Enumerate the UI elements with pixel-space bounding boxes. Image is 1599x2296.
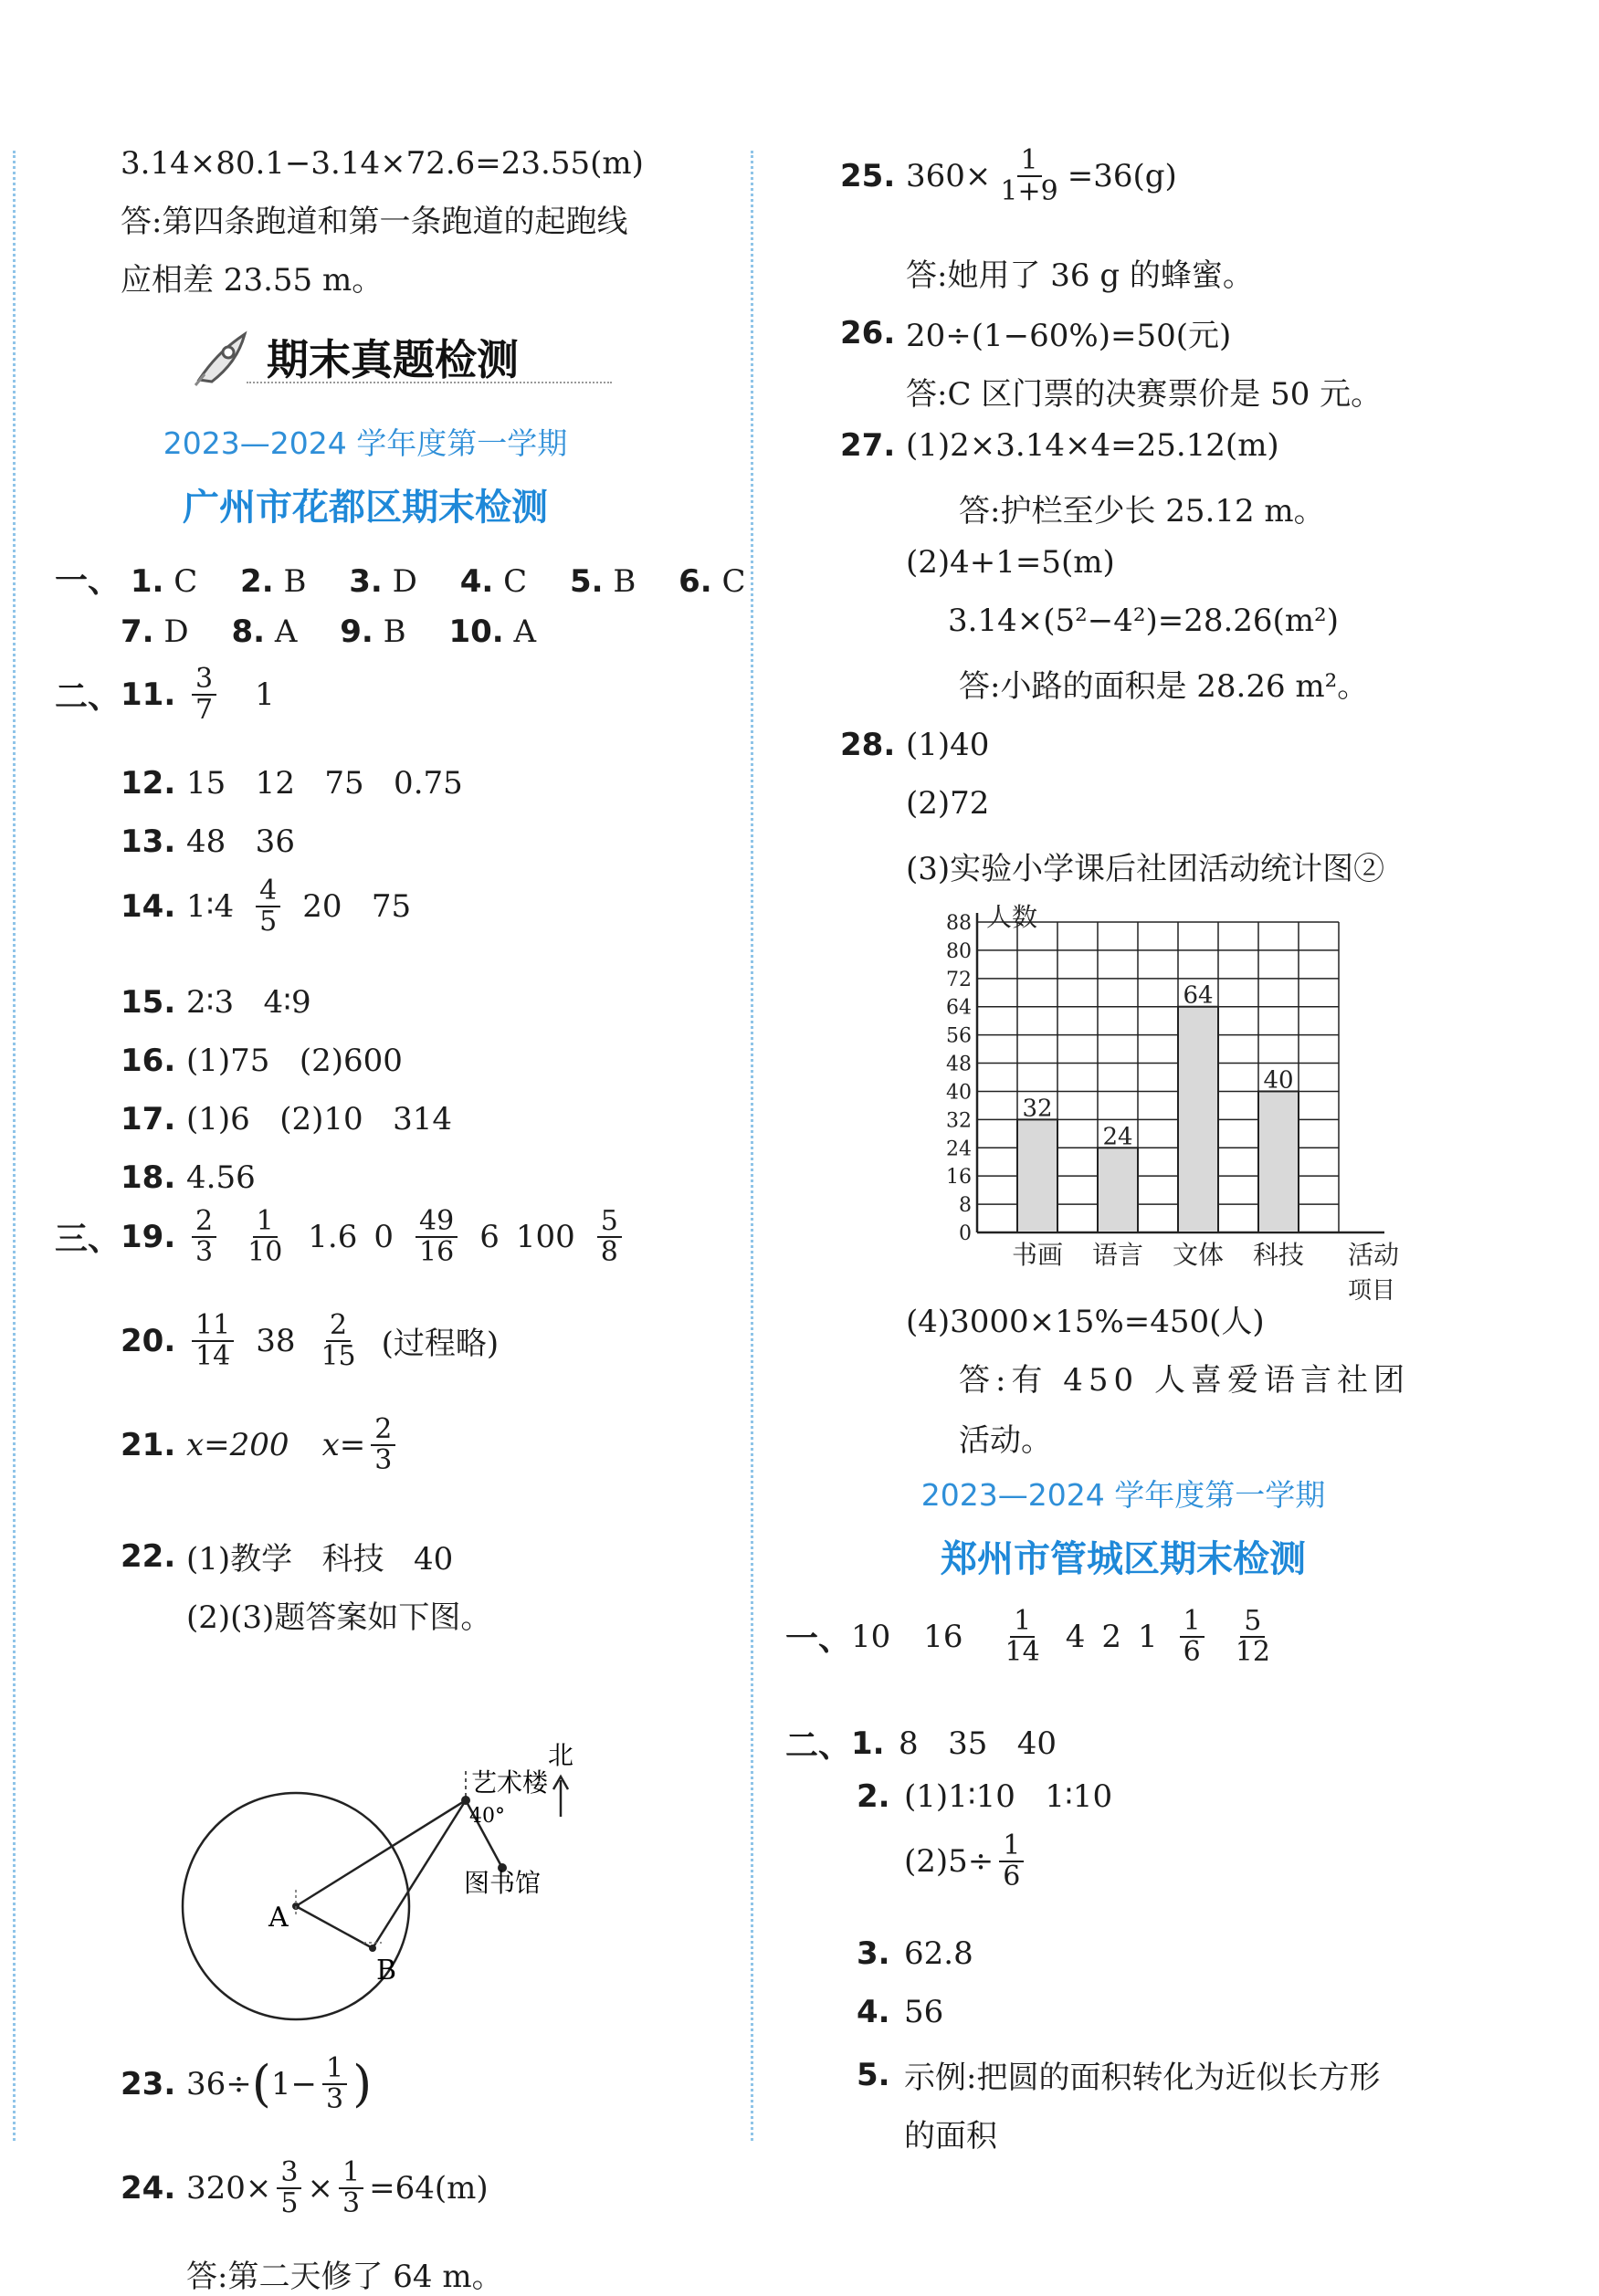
bar-value-label: 32 <box>1022 1095 1053 1123</box>
q-num: 14. <box>121 887 176 925</box>
x-axis-label: 项目 <box>1348 1277 1396 1305</box>
y-tick-label: 48 <box>946 1053 972 1076</box>
prev-answer-line-2: 答:第四条跑道和第一条跑道的起跑线 <box>121 204 628 240</box>
q-num: 1. <box>851 1725 885 1762</box>
q26-answer: 答:C 区门票的决赛票价是 50 元。 <box>906 376 1383 413</box>
q-num: 20. <box>121 1322 176 1359</box>
q-answer: (1)2×3.14×4=25.12(m) <box>906 427 1279 464</box>
q-answer: 56 <box>904 1994 944 2030</box>
fraction <box>192 1311 234 1370</box>
segment-a-art <box>296 1800 466 1906</box>
q13 <box>121 823 295 860</box>
q28-part3: (3)实验小学课后社团活动统计图② <box>906 851 1385 887</box>
q-answer: 20 75 <box>302 887 412 925</box>
paren-open: ( <box>251 2055 271 2113</box>
fraction <box>244 1207 286 1266</box>
denominator: 3 <box>195 1235 214 1268</box>
q-answer: 16 <box>923 1618 963 1655</box>
q-num: 19. <box>121 1218 176 1255</box>
bar-value-label: 64 <box>1183 981 1214 1010</box>
q-answer: x= <box>321 1426 366 1463</box>
q-num: 2. <box>240 563 274 600</box>
q-answer: 320× <box>186 2169 272 2207</box>
rocket-icon <box>192 327 256 387</box>
q-answer: (1)40 <box>906 727 990 763</box>
q-answer: D <box>163 613 189 650</box>
q-num: 15. <box>121 984 176 1021</box>
q-answer: B <box>283 563 307 600</box>
fraction <box>317 1311 359 1370</box>
q28-part2: (2)72 <box>906 785 990 822</box>
bar <box>1098 1148 1138 1232</box>
numerator: 5 <box>597 1207 622 1238</box>
numerator: 2 <box>192 1207 216 1238</box>
q-answer: C <box>503 563 528 600</box>
label-angle: 40° <box>469 1805 505 1828</box>
denominator: 1+9 <box>1000 174 1058 207</box>
q-answer: 20÷(1−60%)=50(元) <box>906 318 1232 354</box>
q-answer: D <box>392 563 417 600</box>
q24-answer: 答:第二天修了 64 m。 <box>186 2259 503 2295</box>
numerator: 2 <box>326 1311 351 1342</box>
q-answer: B <box>383 613 406 650</box>
part-label: 二、 <box>785 1727 852 1765</box>
denominator: 14 <box>1005 1635 1040 1668</box>
q-num: 27. <box>840 427 896 464</box>
denominator: 3 <box>374 1443 393 1476</box>
q-answer: 1 <box>255 676 275 713</box>
q-answer: (1)6 (2)10 314 <box>186 1101 452 1138</box>
q-num: 7. <box>121 613 154 650</box>
q26 <box>840 310 1231 355</box>
numerator: 1 <box>253 1207 278 1238</box>
q-answer: 6 <box>479 1218 500 1255</box>
column-divider-left <box>13 151 16 2141</box>
q-num: 6. <box>679 563 712 600</box>
q-answer: 1.6 <box>308 1218 358 1255</box>
q27 <box>840 427 1279 464</box>
part1-row1 <box>55 555 746 602</box>
q-num: 11. <box>121 676 176 713</box>
exam2-year: 2023—2024 学年度第一学期 <box>920 1477 1326 1513</box>
y-tick-label: 64 <box>946 996 972 1020</box>
part-label: 一、 <box>55 562 121 600</box>
q-answer: × <box>307 2169 333 2207</box>
q-answer: C <box>721 563 746 600</box>
fraction <box>192 1207 216 1266</box>
q25-answer: 答:她用了 36 g 的蜂蜜。 <box>906 257 1254 294</box>
q15 <box>121 984 311 1021</box>
q-answer: =36(g) <box>1067 157 1177 194</box>
q-num: 21. <box>121 1426 176 1463</box>
x-tick-label: 科技 <box>1252 1240 1305 1270</box>
fraction <box>1180 1607 1205 1666</box>
bar <box>1178 1007 1218 1232</box>
q-num: 16. <box>121 1043 176 1079</box>
fraction <box>1232 1607 1274 1666</box>
p1-answers <box>785 1607 1279 1666</box>
numerator: 1 <box>1180 1607 1205 1638</box>
p2-q5-cont: 的面积 <box>904 2118 997 2154</box>
q-answer: 48 36 <box>186 823 295 860</box>
exam2-title: 郑州市管城区期末检测 <box>941 1538 1306 1580</box>
q-answer: x=200 <box>186 1426 289 1463</box>
fraction <box>597 1207 622 1266</box>
q-answer: 示例:把圆的面积转化为近似长方形 <box>904 2060 1381 2096</box>
numerator: 1 <box>339 2158 363 2189</box>
numerator: 1 <box>1010 1607 1035 1638</box>
denominator: 10 <box>247 1235 283 1268</box>
q-answer: 1 <box>1138 1618 1158 1655</box>
q-answer: (1)1∶10 1∶10 <box>904 1778 1113 1815</box>
q25 <box>840 146 1177 205</box>
y-tick-label: 72 <box>946 968 972 991</box>
label-library: 图书馆 <box>464 1868 542 1898</box>
q12 <box>121 765 463 802</box>
q-num: 9. <box>340 613 373 650</box>
segment-b-art <box>373 1800 466 1948</box>
numerator: 5 <box>1240 1607 1265 1638</box>
q28-part4: (4)3000×15%=450(人) <box>906 1304 1265 1340</box>
y-tick-label: 24 <box>946 1138 972 1161</box>
denominator: 12 <box>1235 1635 1270 1668</box>
p2-q2 <box>857 1778 1112 1815</box>
q-answer: 0 <box>373 1218 394 1255</box>
q-num: 18. <box>121 1159 176 1196</box>
numerator: 1 <box>322 2054 347 2085</box>
denominator: 5 <box>280 2186 299 2219</box>
q-answer: (1)75 (2)600 <box>186 1043 403 1079</box>
label-b: B <box>376 1955 397 1987</box>
q-answer: 360× <box>906 157 992 194</box>
q27-calc: 3.14×(5²−4²)=28.26(m²) <box>948 603 1339 639</box>
q20 <box>121 1311 499 1370</box>
fraction <box>416 1207 458 1266</box>
x-tick-label: 文体 <box>1172 1240 1225 1270</box>
x-tick-label: 语言 <box>1091 1240 1144 1270</box>
y-tick-label: 40 <box>946 1081 972 1105</box>
y-tick-label: 56 <box>946 1024 972 1048</box>
section-header <box>192 320 630 393</box>
q-answer: 15 12 75 0.75 <box>186 765 463 802</box>
numerator: 3 <box>192 665 216 696</box>
bar-value-label: 24 <box>1102 1123 1133 1151</box>
denominator: 15 <box>321 1339 356 1372</box>
q23 <box>121 2054 372 2113</box>
bar <box>1017 1119 1057 1232</box>
fraction <box>322 2054 347 2113</box>
segment-a-b <box>296 1906 373 1948</box>
x-axis-category: 活动 <box>1348 1240 1400 1270</box>
label-art-building: 艺术楼 <box>471 1767 549 1798</box>
q-answer: C <box>174 563 198 600</box>
q-answer: 2 <box>1101 1618 1122 1655</box>
bar <box>1258 1091 1299 1232</box>
y-tick-label: 88 <box>946 912 972 935</box>
q-num: 26. <box>840 314 896 351</box>
q22-figure <box>174 1643 685 2036</box>
prev-answer-line-3: 应相差 23.55 m。 <box>121 262 384 299</box>
q-num: 5. <box>569 563 604 600</box>
bar-value-label: 40 <box>1263 1066 1294 1095</box>
denominator: 7 <box>195 693 214 726</box>
y-axis-label: 人数 <box>986 902 1038 932</box>
denominator: 6 <box>1003 1860 1021 1892</box>
denominator: 3 <box>342 2186 361 2219</box>
denominator: 3 <box>325 2082 344 2115</box>
denominator: 14 <box>195 1339 231 1372</box>
part-label: 一、 <box>785 1620 852 1658</box>
y-tick-label: 0 <box>959 1222 972 1245</box>
prev-answer-line-1: 3.14×80.1−3.14×72.6=23.55(m) <box>121 145 644 182</box>
y-tick-label: 16 <box>946 1166 972 1190</box>
q27-part2: (2)4+1=5(m) <box>906 544 1115 581</box>
fraction <box>371 1415 395 1474</box>
q-num: 13. <box>121 823 176 860</box>
label-north: 北 <box>548 1740 574 1770</box>
q-num: 25. <box>840 157 896 194</box>
q-answer: 100 <box>515 1218 575 1255</box>
q21 <box>121 1415 401 1474</box>
q-answer: 1∶4 <box>186 887 235 925</box>
p2-q2-part2 <box>904 1831 1029 1891</box>
q-note: (过程略) <box>381 1326 500 1362</box>
q-answer: 4 <box>1065 1618 1086 1655</box>
q-num: 3. <box>857 1935 890 1972</box>
point-art <box>461 1796 470 1805</box>
q24 <box>121 2158 489 2217</box>
q-num: 2. <box>857 1778 890 1815</box>
column-divider-center <box>751 151 753 2141</box>
title-underline <box>247 382 612 383</box>
q-answer: 1− <box>270 2065 317 2102</box>
q-num: 3. <box>349 563 383 600</box>
fraction <box>999 1831 1024 1891</box>
numerator: 49 <box>416 1207 458 1238</box>
fraction <box>339 2158 363 2217</box>
y-tick-label: 80 <box>946 939 972 963</box>
numerator: 1 <box>1017 146 1042 177</box>
q28-answer: 答:有 450 人喜爱语言社团 <box>959 1362 1410 1399</box>
q28-answer-cont: 活动。 <box>959 1422 1052 1459</box>
fraction <box>1002 1607 1044 1666</box>
q-num: 4. <box>857 1994 890 2030</box>
q-num: 1. <box>130 563 164 600</box>
q-answer: 10 <box>851 1618 891 1655</box>
fraction <box>192 665 216 724</box>
numerator: 3 <box>277 2158 301 2189</box>
q-num: 10. <box>448 613 504 650</box>
q-answer: 2∶3 4∶9 <box>186 984 311 1021</box>
q-answer: 4.56 <box>186 1159 256 1196</box>
section-title: 期末真题检测 <box>267 335 519 384</box>
q17 <box>121 1101 452 1138</box>
q19 <box>55 1207 627 1266</box>
q11 <box>55 665 275 724</box>
q-num: 12. <box>121 765 176 802</box>
q-num: 5. <box>857 2056 890 2093</box>
fraction <box>277 2158 301 2217</box>
q27-answer2: 答:小路的面积是 28.26 m²。 <box>959 668 1369 705</box>
bar-chart <box>922 895 1400 1305</box>
part1-row2 <box>121 613 536 650</box>
q-answer: (2)5÷ <box>904 1842 994 1880</box>
fraction <box>996 146 1061 205</box>
fraction <box>256 876 280 936</box>
q22-line1 <box>121 1534 453 1578</box>
part-label: 三、 <box>55 1221 121 1258</box>
q18 <box>121 1159 256 1196</box>
q28 <box>840 727 989 763</box>
q-answer: A <box>513 613 537 650</box>
y-tick-label: 8 <box>959 1194 972 1218</box>
y-tick-label: 32 <box>946 1109 972 1133</box>
denominator: 16 <box>419 1235 455 1268</box>
p2-q1 <box>785 1720 1057 1767</box>
q-answer: (1)教学 科技 40 <box>186 1541 454 1578</box>
q-answer: 62.8 <box>904 1935 973 1972</box>
q-num: 8. <box>231 613 266 650</box>
label-a: A <box>268 1902 289 1934</box>
q-num: 4. <box>459 563 494 600</box>
q-num: 17. <box>121 1101 176 1138</box>
q27-answer1: 答:护栏至少长 25.12 m。 <box>959 493 1325 529</box>
exam1-year: 2023—2024 学年度第一学期 <box>163 425 568 461</box>
p2-q4 <box>857 1994 943 2030</box>
q-answer: 8 35 40 <box>899 1725 1057 1762</box>
q-answer: 36÷ <box>186 2065 252 2102</box>
q-num: 24. <box>121 2169 176 2207</box>
x-tick-label: 书画 <box>1011 1240 1064 1270</box>
q-num: 23. <box>121 2065 176 2102</box>
denominator: 8 <box>600 1235 618 1268</box>
denominator: 5 <box>259 905 278 938</box>
q-num: 28. <box>840 727 896 763</box>
numerator: 11 <box>192 1311 234 1342</box>
point-b <box>369 1945 376 1952</box>
exam1-title: 广州市花都区期末检测 <box>183 487 548 529</box>
part-label: 二、 <box>55 678 121 716</box>
paren-close: ) <box>352 2055 373 2113</box>
q-answer: A <box>274 613 298 650</box>
q22-line2: (2)(3)题答案如下图。 <box>186 1599 492 1636</box>
q14 <box>121 876 411 936</box>
p2-q3 <box>857 1935 973 1972</box>
q-answer: =64(m) <box>369 2169 489 2207</box>
q16 <box>121 1043 403 1079</box>
numerator: 1 <box>999 1831 1024 1862</box>
numerator: 2 <box>371 1415 395 1446</box>
numerator: 4 <box>256 876 280 907</box>
q-answer: 38 <box>256 1322 296 1359</box>
denominator: 6 <box>1183 1635 1201 1668</box>
q-num: 22. <box>121 1537 176 1575</box>
p2-q5 <box>857 2052 1380 2097</box>
q-answer: B <box>613 563 636 600</box>
